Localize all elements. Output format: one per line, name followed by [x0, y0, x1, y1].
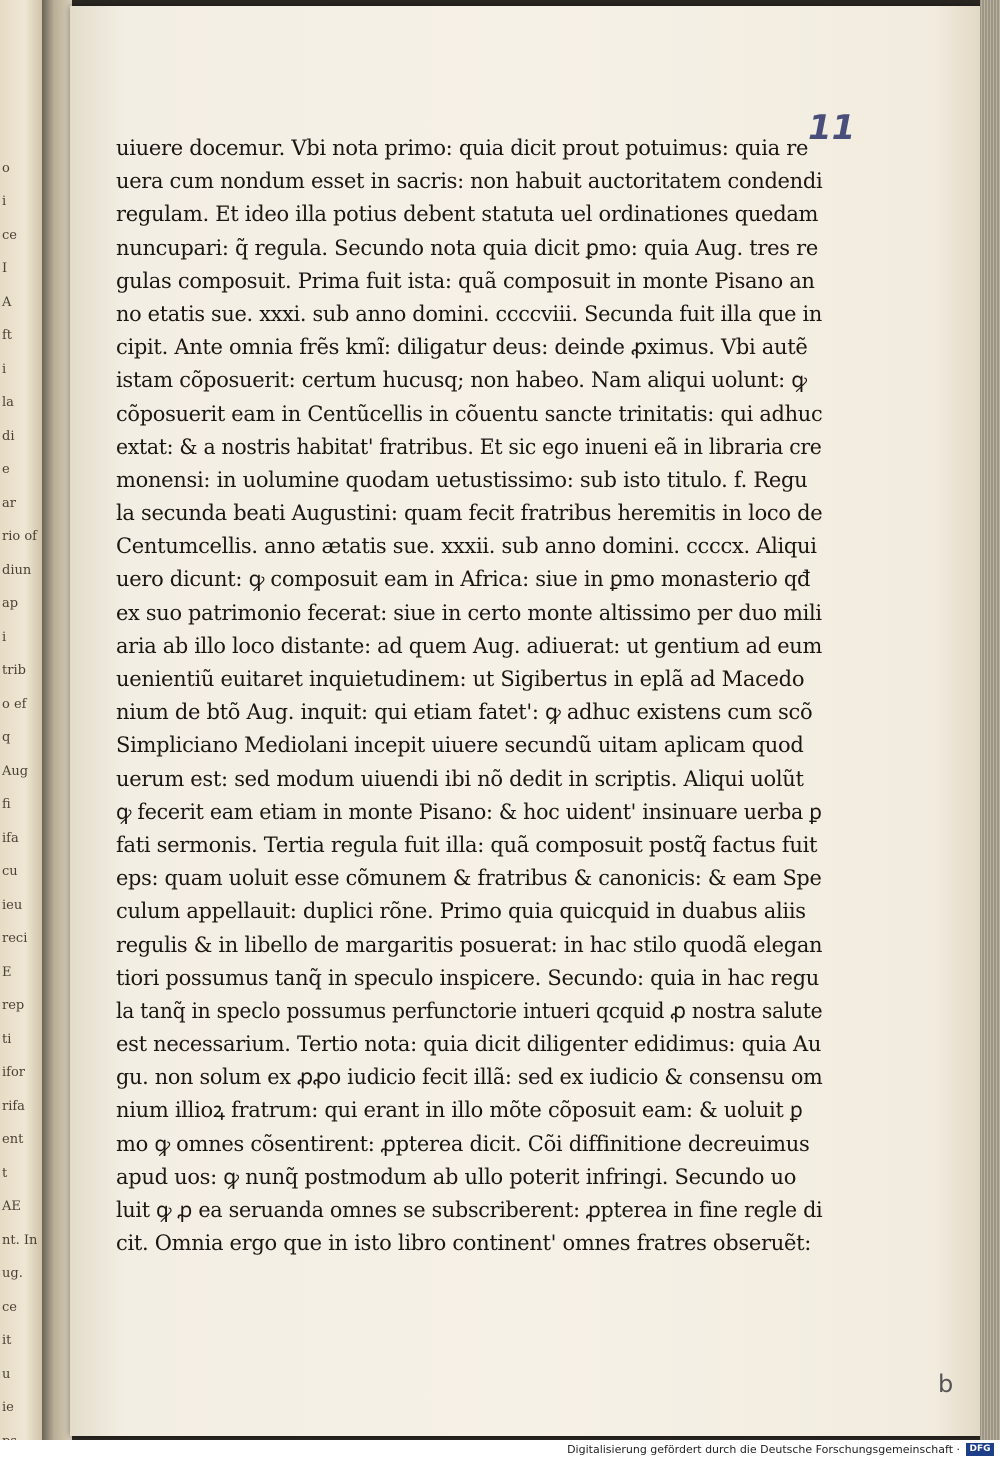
left-page-fragment: rep: [2, 998, 25, 1013]
left-page-fragment: ft: [2, 328, 13, 343]
left-page-fragment: q: [2, 730, 11, 745]
left-page-fragment: rio of: [2, 529, 37, 544]
text-line: regulam. Et ideo illa potius debent statuta uel ordinationes quedam: [116, 202, 819, 227]
text-line: aria ab illo loco distante: ad quem Aug. adiuerat: ut gentium ad eum: [116, 633, 822, 658]
book-gutter: [42, 0, 72, 1440]
text-line: nium illioꝝ fratrum: qui erant in illo mõte cõposuit eam: & uoluit ꝑ: [116, 1098, 803, 1123]
left-page-fragment: i: [2, 629, 7, 645]
left-page-fragment: [2, 128, 40, 142]
signature-mark: b: [938, 1370, 954, 1398]
text-line: tiori possumus tanq̃ in speculo inspicere. Secundo: quia in hac regu: [116, 965, 820, 990]
text-line: uerum est: sed modum uiuendi ibi nõ dedit in scriptis. Aliqui uolũt: [116, 766, 804, 791]
left-page-fragment: AE: [2, 1199, 21, 1214]
left-page-fragment: ifor: [2, 1065, 26, 1080]
left-page-fragment: la: [2, 395, 14, 410]
left-page-fragment: ce: [2, 1299, 17, 1315]
text-line: Simpliciano Mediolani incepit uiuere secundũ uitam aplicam quod: [116, 733, 804, 758]
left-page-fragment: i: [2, 361, 7, 377]
text-line: uera cum nondum esset in sacris: non habuit auctoritatem condendi: [116, 169, 823, 194]
left-page-fragment: it: [2, 1333, 12, 1348]
left-page-fragment: I: [2, 261, 8, 276]
text-line: Centumcellis. anno ætatis sue. xxxii. sub anno domini. ccccx. Aliqui: [116, 534, 817, 559]
left-page-fragment: A: [2, 294, 12, 310]
left-page-fragment: t: [2, 1165, 8, 1181]
text-line: gulas composuit. Prima fuit ista: quã composuit in monte Pisano an: [116, 268, 815, 293]
left-page-fragment: ent: [2, 1132, 24, 1147]
text-line: uero dicunt: ꝙ composuit eam in Africa: siue in ꝑmo monasterio qđ: [116, 567, 811, 592]
left-page-fragment: E: [2, 964, 12, 980]
text-line: la secunda beati Augustini: quam fecit fratribus heremitis in loco de: [116, 501, 823, 526]
left-page-fragment: ug.: [2, 1266, 23, 1281]
text-line: cõposuerit eam in Centũcellis in cõuentu sancte trinitatis: qui adhuc: [116, 401, 823, 426]
text-line: monensi: in uolumine quodam uetustissimo: sub isto titulo. f. Regu: [116, 467, 808, 492]
left-page-edge: [0, 0, 42, 1440]
text-line: mo ꝙ omnes cõsentirent: ꝓpterea dicit. Cõi diffinitione decreuimus: [116, 1131, 810, 1156]
main-text-block: [116, 132, 822, 1260]
text-line: nium de btõ Aug. inquit: qui etiam fatet': ꝙ adhuc existens cum scõ: [116, 700, 813, 725]
text-line: est necessarium. Tertio nota: quia dicit diligenter edidimus: quia Au: [116, 1032, 822, 1057]
text-line: uiuere docemur. Vbi nota primo: quia dicit prout potuimus: quia re: [116, 136, 809, 160]
left-page-fragment: ap: [2, 596, 19, 611]
text-line: no etatis sue. xxxi. sub anno domini. ccccviii. Secunda fuit illa que in: [116, 301, 822, 326]
text-line: uenientiũ euitaret inquietudinem: ut Sigibertus in eplã ad Macedo: [116, 667, 805, 691]
text-line: regulis & in libello de margaritis posuerat: in hac stilo quodã elegan: [116, 932, 823, 957]
left-page-fragment: ce: [2, 227, 17, 243]
left-page-fragment: di: [2, 428, 15, 444]
folio-number: 11: [808, 108, 856, 148]
left-page-fragment: u: [2, 1366, 11, 1382]
footer-bar: [0, 1440, 1000, 1460]
text-line: nuncupari: q̃ regula. Secundo nota quia dicit ꝑmo: quia Aug. tres re: [116, 235, 819, 260]
left-page-fragment: o ef: [2, 696, 27, 712]
text-line: extat: & a nostris habitat' fratribus. Et sic ego inueni eã in libraria cre: [116, 434, 822, 459]
dfg-logo: DFG: [966, 1443, 994, 1456]
text-line: cipit. Ante omnia frẽs kmĩ: diligatur deus: deinde ꝓximus. Vbi autẽ: [116, 335, 808, 360]
left-page-fragment: nt. In: [2, 1232, 38, 1248]
left-page-fragment: o: [2, 160, 10, 176]
left-page-fragment: ieu: [2, 897, 23, 913]
funding-credit: Digitalisierung gefördert durch die Deutsche Forschungsgemeinschaft ·: [567, 1443, 960, 1456]
left-page-fragment: i: [2, 194, 7, 209]
text-line: ex suo patrimonio fecerat: siue in certo monte altissimo per duo mili: [116, 600, 822, 625]
text-line: apud uos: ꝙ nunq̃ postmodum ab ullo poterit infringi. Secundo uo: [116, 1164, 797, 1189]
left-page-fragment: e: [2, 462, 10, 477]
left-page-fragment: fi: [2, 797, 11, 812]
left-page-fragment: ie: [2, 1400, 14, 1415]
left-page-fragment: ar: [2, 495, 16, 511]
text-line: luit ꝙ ꝓ ea seruanda omnes se subscriberent: ꝓpterea in fine regle di: [116, 1198, 823, 1222]
text-line: fati sermonis. Tertia regula fuit illa: quã composuit postq̃ factus fuit: [116, 832, 818, 857]
text-line: la tanq̃ in speclo possumus perfunctorie intueri qcquid ꝓ nostra salute: [116, 998, 823, 1023]
left-page-fragment: trib: [2, 663, 26, 678]
text-line: eps: quam uoluit esse cõmunem & fratribus & canonicis: & eam Spe: [116, 866, 822, 891]
left-page-fragment: reci: [2, 931, 28, 946]
left-page-fragment: Aug: [2, 763, 29, 779]
text-line: gu. non solum ex ꝓꝓo iudicio fecit illã: sed ex iudicio & consensu om: [116, 1065, 823, 1090]
left-page-fragment: ifa: [2, 830, 19, 846]
text-line: ꝙ fecerit eam etiam in monte Pisano: & hoc uident' insinuare uerba ꝑ: [116, 799, 822, 824]
left-page-fragment: rifa: [2, 1098, 25, 1114]
left-page-fragment: cu: [2, 864, 18, 879]
left-page-fragment: ti: [2, 1031, 12, 1047]
text-line: cit. Omnia ergo que in isto libro continent' omnes fratres obseruẽt:: [116, 1231, 812, 1256]
left-page-fragment: diun: [2, 562, 32, 578]
text-line: culum appellauit: duplici rõne. Primo quia quicquid in duabus aliis: [116, 899, 806, 924]
page-edges: [980, 0, 1000, 1440]
text-line: istam cõposuerit: certum hucusq; non habeo. Nam aliqui uolunt: ꝙ: [116, 368, 807, 393]
